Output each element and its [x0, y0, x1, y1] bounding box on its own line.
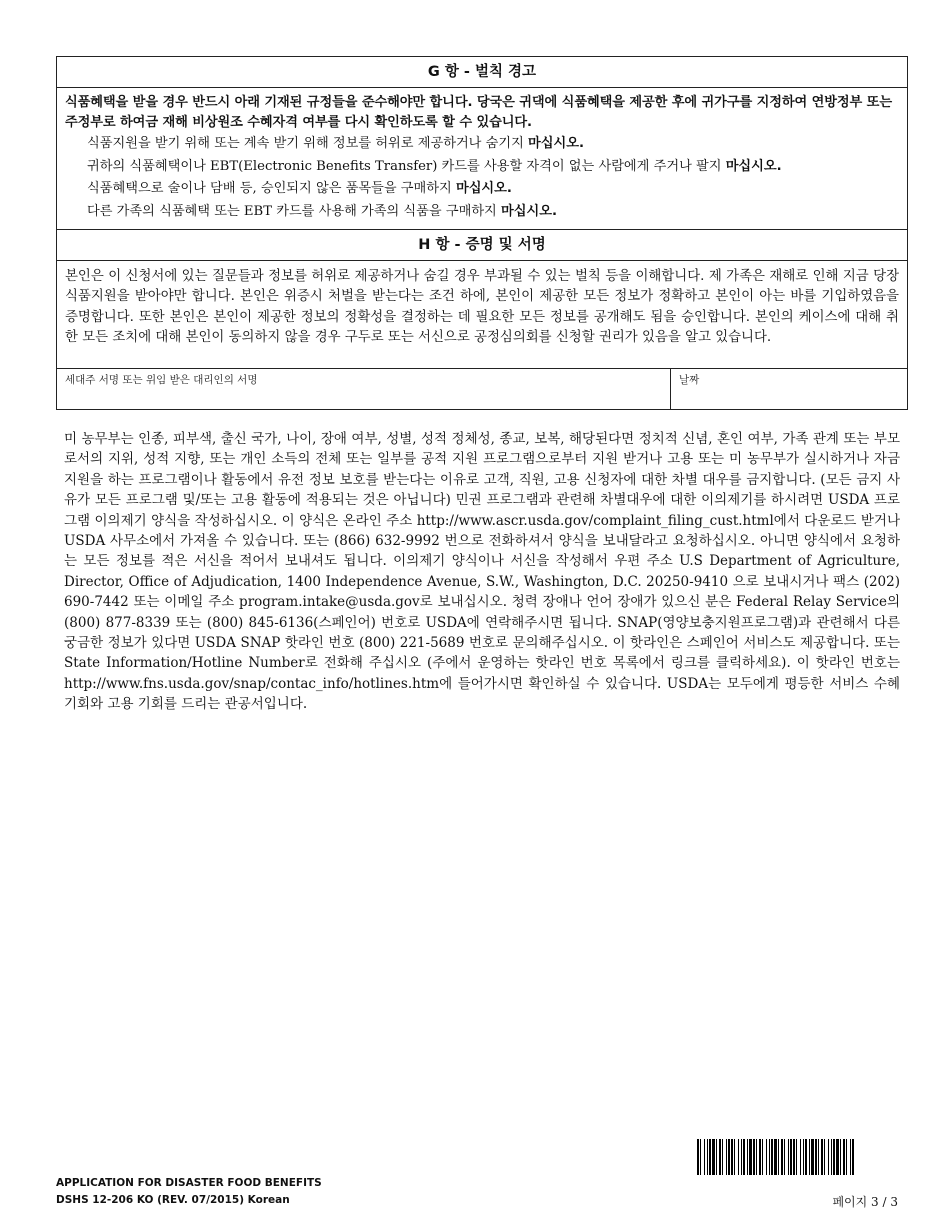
nondiscrimination-notice: 미 농무부는 인종, 피부색, 출신 국가, 나이, 장애 여부, 성별, 성적 정체성, 종교, 보복, 해당된다면 정치적 신념, 혼인 여부, 가족 관계 또는 부모로서의 지위, 성적 지향, 또는 개인 소득의 전체 또는 일부를 공적 지원 프로그램으로부터 지원 받거나 고용 또는 미 농무부가 실시하거나 자금 지원을 하는 프로그램이나 활동에서 유전 정보 보호를 받는다는 이유로 고객, 직원, 고용 신청자에 대한 차별 대우를 금지합니다. (모든 금지 사유가 모든 프로그램 및/또는 고용 활동에 적용되는 것은 아닙니다) 민권 프로그램과 관련해 차별대우에 대한 이의제기를 하시려면 USDA 프로그램 이의제기 양식을 작성하십시오. 이 양식은 온라인 주소 http://www.ascr.usda.gov/complaint_filing_cust.html에서 다운로드 받거나USDA 사무소에서 가져올 수 있습니다. 또는 (866) 632-9992 번으로 전화하셔서 양식을 보내달라고 요청하십시오. 아니면 양식에서 요청하는 모든 정보를 적은 서신을 적어서 보내셔도 됩니다. 이의제기 양식이나 서신을 작성해서 우편 주소 U.S Department of Agriculture, Director, Office of Adjudication, 1400 Independence Avenue, S.W., Washington, D.C. 20250-9410 으로 보내시거나 팩스 (202) 690-7442 또는 이메일 주소 program.intake@usda.gov로 보내십시오. 청력 장애나 언어 장애가 있으신 분은 Federal Relay Service의 (800) 877-8339 또는 (800) 845-6136(스페인어) 번호로 USDA에 연락해주시면 됩니다. SNAP(영양보충지원프로그램)과 관련해서 다른 궁금한 정보가 있다면 USDA SNAP 핫라인 번호 (800) 221-5689 번호로 문의해주십시오. 이 핫라인은 스페인어 서비스도 제공합니다. 또는 State Information/Hotline Number로 전화해 주십시오 (주에서 운영하는 핫라인 번호 목록에서 링크를 클릭하세요). 이 핫라인 번호는 http://www.fns.usda.gov/snap/contac_info/hotlines.htm에 들어가시면 확인하실 수 있습니다. USDA는 모두에게 평등한 서비스 수혜 기회와 고용 기회를 드리는 관공서입니다.: [64, 431, 900, 713]
form-code: DSHS 12-206 KO (REV. 07/2015) Korean: [56, 1194, 290, 1206]
penalty-warning-intro: 식품혜택을 받을 경우 반드시 아래 기재된 규정들을 준수해야만 합니다. 당국은 귀댁에 식품혜택을 제공한 후에 귀가구를 지정하여 연방정부 또는 주정부로 하여금 재해 비상원조 수혜자격 여부를 다시 확인하도록 할 수 있습니다.: [65, 95, 892, 130]
signature-row: [57, 368, 907, 409]
page-number: 페이지 3 / 3: [832, 1195, 898, 1209]
rule-item: 귀하의 식품혜택이나 EBT(Electronic Benefits Transfer) 카드를 사용할 자격이 없는 사람에게 주거나 팔지 마십시오.: [87, 158, 782, 174]
date-label: 날짜: [679, 374, 700, 386]
section-g-title: G 항 - 벌칙 경고: [57, 57, 907, 88]
rule-item: 식품지원을 받기 위해 또는 계속 받기 위해 정보를 허위로 제공하거나 숨기지 마십시오.: [87, 136, 584, 151]
rule-item: 식품혜택으로 술이나 담배 등, 승인되지 않은 품목들을 구매하지 마십시오.: [87, 181, 512, 196]
section-g-body: [57, 88, 907, 223]
barcode-icon: [697, 1139, 857, 1175]
section-h-certification: [56, 229, 908, 410]
rule-item: 다른 가족의 식품혜택 또는 EBT 카드를 사용해 가족의 식품을 구매하지 마십시오.: [87, 203, 557, 219]
section-g-penalty-warning: [56, 56, 908, 230]
signature-label: 세대주 서명 또는 위임 받은 대리인의 서명: [65, 374, 258, 386]
signature-field[interactable]: [57, 369, 671, 409]
section-h-title: H 항 - 증명 및 서명: [57, 230, 907, 261]
certification-statement: 본인은 이 신청서에 있는 질문들과 정보를 허위로 제공하거나 숨길 경우 부과될 수 있는 벌칙 등을 이해합니다. 제 가족은 재해로 인해 지금 당장 식품지원을 받아야만 합니다. 본인은 위증시 처벌을 받는다는 조건 하에, 본인이 제공한 모든 정보가 정확하고 본인이 아는 바를 기입하였음을 증명합니다. 또한 본인은 본인이 제공한 정보의 정확성을 결정하는 데 필요한 모든 정보를 공개해도 됨을 승인합니다. 본인의 케이스에 대해 취한 모든 조치에 대해 본인이 동의하지 않을 경우 구두로 또는 서신으로 공정심의회를 신청할 권리가 있음을 알고 있습니다.: [65, 269, 899, 346]
form-title: APPLICATION FOR DISASTER FOOD BENEFITS: [56, 1177, 322, 1189]
date-field[interactable]: [671, 369, 907, 409]
